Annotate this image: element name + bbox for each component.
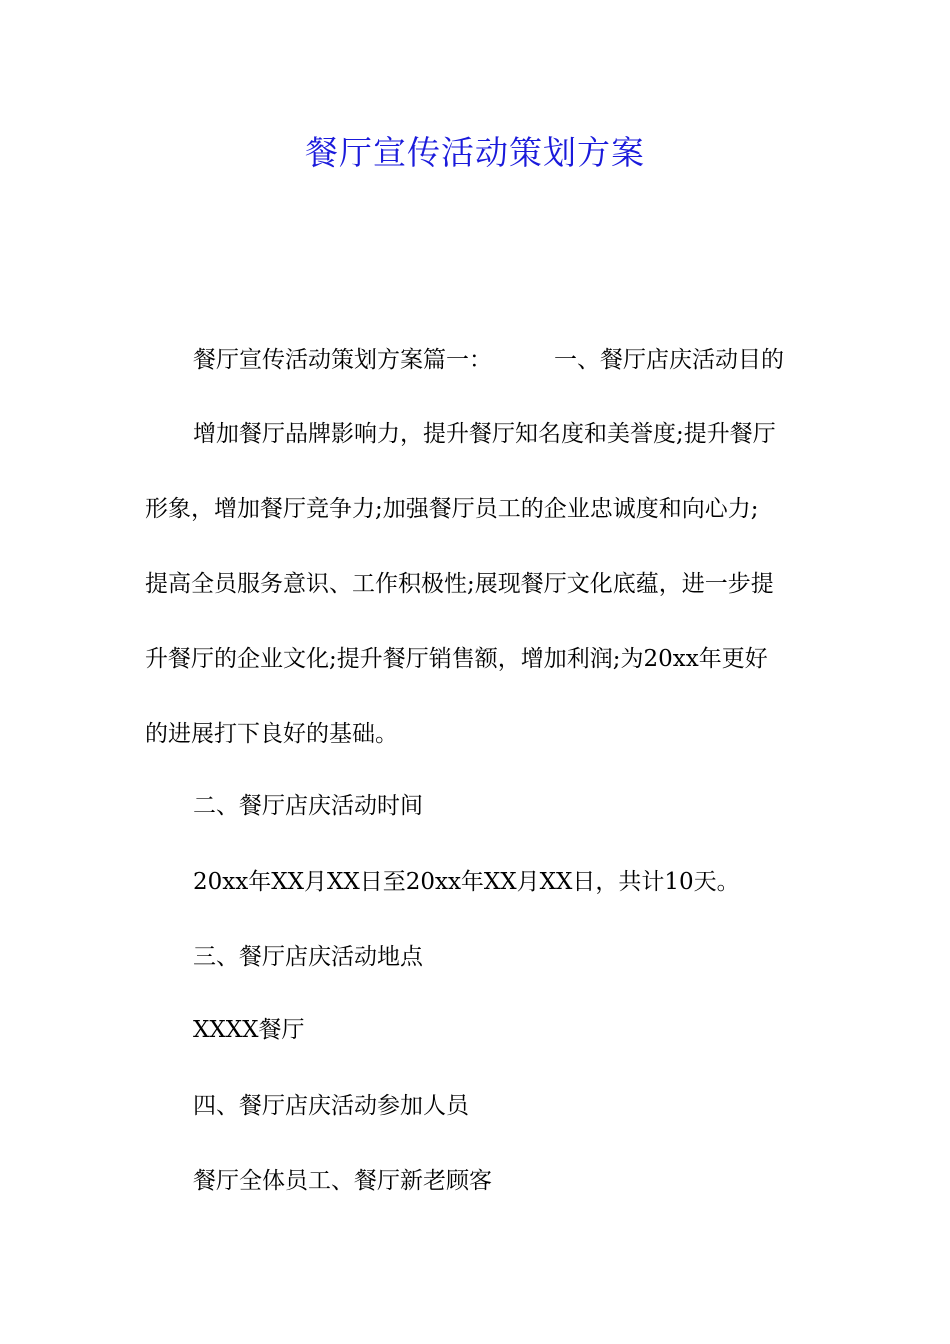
- paragraph-line: 增加餐厅品牌影响力，提升餐厅知名度和美誉度;提升餐厅: [193, 421, 776, 447]
- intro-line: [145, 340, 858, 380]
- section3-heading: 三、餐厅店庆活动地点: [193, 944, 423, 970]
- paragraph-line: 升餐厅的企业文化;提升餐厅销售额，增加利润;为20xx年更好: [145, 646, 768, 672]
- intro-lead: 餐厅宣传活动策划方案篇一：: [193, 347, 492, 373]
- paragraph-line: 的进展打下良好的基础。: [145, 721, 398, 747]
- section1-heading: 一、餐厅店庆活动目的: [554, 347, 784, 373]
- section4-heading: 四、餐厅店庆活动参加人员: [193, 1093, 469, 1119]
- section3-text: XXXX餐厅: [193, 1017, 305, 1043]
- document-title: 餐厅宣传活动策划方案: [305, 133, 645, 172]
- paragraph-line: 形象，增加餐厅竞争力;加强餐厅员工的企业忠诚度和向心力;: [145, 496, 759, 522]
- section2-text: 20xx年XX月XX日至20xx年XX月XX日，共计10天。: [193, 869, 740, 895]
- section2-heading: 二、餐厅店庆活动时间: [193, 793, 423, 819]
- section4-text: 餐厅全体员工、餐厅新老顾客: [193, 1168, 492, 1194]
- paragraph-line: 提高全员服务意识、工作积极性;展现餐厅文化底蕴，进一步提: [145, 571, 774, 597]
